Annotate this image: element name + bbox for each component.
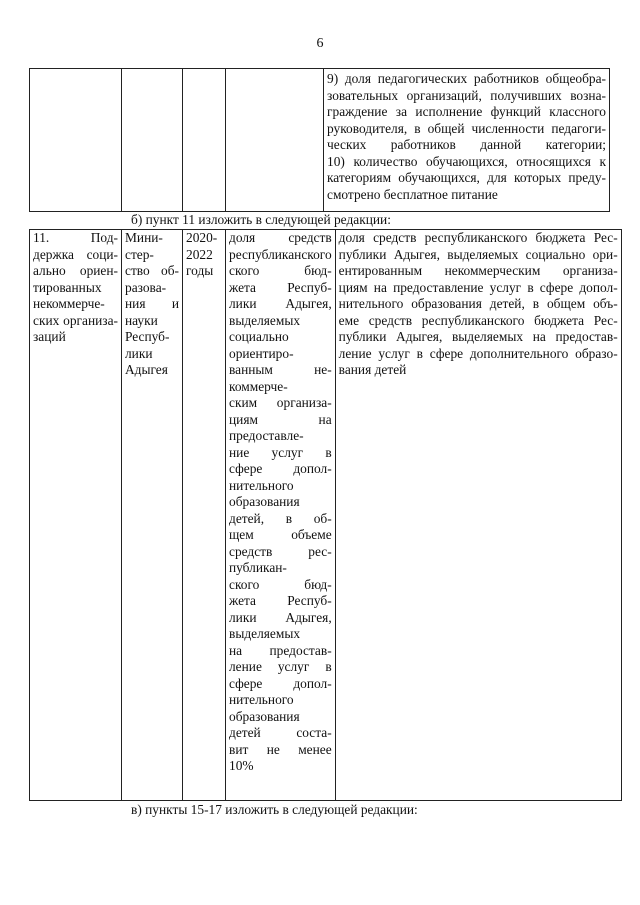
cell-indicator (226, 69, 324, 212)
text-line: доля средств республиканского бюджета Рес- (338, 230, 618, 245)
text-line: тированных (33, 279, 102, 295)
text-line: заций (33, 329, 66, 344)
text-line: ванным не- (229, 362, 332, 377)
table-previous-items (29, 68, 610, 212)
text-line: детей, в об- (229, 510, 332, 526)
text-line: руководителя, в общей численности педагоги- (327, 120, 606, 136)
cell-period (183, 69, 226, 212)
text-line: циям на (229, 411, 332, 427)
text-line: 9) доля педагогических работников общеобра- (327, 71, 606, 86)
paragraph-b: б) пункт 11 изложить в следующей редакции: (131, 212, 391, 227)
text-line: жета Респуб- (229, 279, 332, 295)
text-line: доля средств (229, 230, 332, 245)
text-line: ство об- (125, 263, 179, 278)
text-line: нительного образования детей, в общем объ- (338, 296, 618, 311)
cell-results (335, 230, 621, 801)
text-line: образования (229, 708, 300, 724)
text-line: выделяемых (229, 312, 301, 328)
text-line: предоставле- (229, 428, 304, 443)
text-line: лики (125, 345, 153, 361)
text-line: щем объеме (229, 527, 332, 542)
text-line: ние услуг в (229, 444, 332, 460)
text-line: 10% (229, 758, 254, 773)
text-line: социально (229, 329, 289, 344)
cell-period (183, 230, 226, 801)
text-line: 10) количество обучающихся, относящихся к (327, 153, 606, 169)
text-line: годы (186, 263, 214, 278)
text-line: ление услуг в сфере дополнительного образо- (338, 345, 618, 361)
text-line: держка соци- (33, 246, 118, 262)
page-number: 6 (316, 36, 324, 51)
text-line: ского бюд- (229, 263, 332, 278)
paragraph-v: в) пункты 15-17 изложить в следующей редакции: (131, 802, 418, 817)
text-line: средств рес- (229, 543, 332, 559)
text-line: стер- (125, 246, 154, 262)
text-line: категориям обучающихся, для которых преду- (327, 170, 606, 185)
text-line: циям на предоставление услуг в сфере допол- (338, 279, 618, 295)
cell-executor (122, 230, 183, 801)
text-line: граждение за исполнение функций классного (327, 104, 606, 119)
text-line: выделяемых (229, 626, 301, 641)
text-line: ческих работников данной категории; (327, 137, 606, 152)
text-line: коммерче- (229, 378, 288, 394)
text-line: вит не менее (229, 741, 332, 757)
text-line: науки (125, 312, 158, 328)
text-line: разова- (125, 279, 167, 295)
text-line: нительного (229, 477, 294, 493)
text-line: ентированным некоммерческим организа- (338, 263, 618, 278)
text-line: ально ориен- (33, 263, 118, 278)
text-line: лики Адыгея, (229, 609, 332, 625)
text-line: еме средств республиканского бюджета Рес- (338, 312, 618, 328)
text-line: на предостав- (229, 642, 332, 658)
text-line: некоммерче- (33, 296, 105, 311)
text-line: лики Адыгея, (229, 296, 332, 311)
text-line: Мини- (125, 230, 163, 245)
text-line: сфере допол- (229, 461, 332, 476)
text-line: смотрено бесплатное питание (327, 186, 498, 202)
text-line: публики Адыгея, выделяемых социально ори- (338, 246, 618, 262)
text-line: республиканского (229, 246, 332, 262)
cell-executor (122, 69, 183, 212)
cell-name (30, 69, 122, 212)
text-line: ским организа- (229, 395, 332, 410)
text-line: вания детей (338, 362, 407, 377)
text-line: ского бюд- (229, 576, 332, 592)
cell-results (324, 69, 610, 212)
text-line: детей соста- (229, 725, 332, 740)
text-line: Адыгея (125, 362, 168, 377)
text-line: Респуб- (125, 329, 170, 344)
cell-item-name (30, 230, 122, 801)
text-line: зовательных организаций, получивших возна- (327, 87, 606, 103)
text-line: ских организа- (33, 312, 118, 328)
table-item-11 (29, 229, 622, 801)
text-line: публики Адыгея, выделяемых на предостав- (338, 329, 618, 344)
text-line: публикан- (229, 560, 287, 575)
text-line: жета Респуб- (229, 593, 332, 608)
cell-indicator (226, 230, 336, 801)
text-line: 2020- (186, 230, 218, 245)
text-line: образования (229, 494, 300, 509)
text-line: ориентиро- (229, 345, 294, 361)
text-line: 2022 (186, 246, 213, 262)
text-line: ление услуг в (229, 659, 332, 674)
text-line: ния и (125, 296, 179, 311)
text-line: 11. Под- (33, 230, 118, 245)
text-line: сфере допол- (229, 675, 332, 691)
text-line: нительного (229, 692, 294, 707)
